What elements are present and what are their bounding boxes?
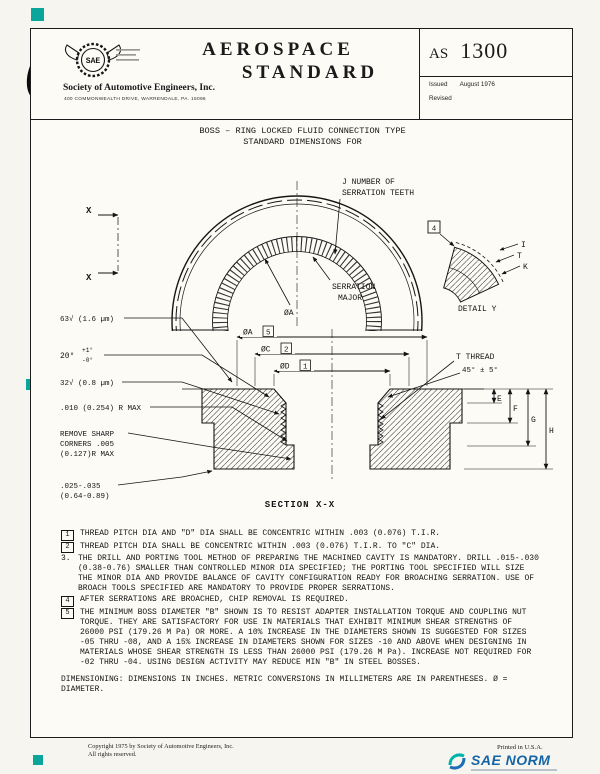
section-right-block	[370, 389, 462, 469]
society-name: Society of Automotive Engineers, Inc.	[63, 83, 215, 93]
issued-row	[429, 81, 495, 88]
note-1-text: THREAD PITCH DIA AND "D" DIA SHALL BE CONCENTRIC WITHIN .003 (0.076) T.I.R.	[80, 529, 441, 538]
note-3-ref: 3.	[61, 554, 71, 563]
section-plane-x-top: X	[86, 206, 92, 216]
serration-major-label-line2: MAJOR	[338, 294, 363, 303]
angle-20-label: 20°	[60, 352, 75, 361]
finish-32-label: 32√ (0.8 µm)	[60, 380, 115, 388]
section-x-x-label: SECTION X-X	[264, 500, 336, 510]
doc-prefix: AS	[429, 46, 449, 62]
dim-h: H	[549, 427, 554, 436]
note-1-ref: 1	[61, 530, 74, 541]
letter-k: K	[523, 263, 528, 272]
standard-title-line2: STANDARD DIMENSIONS FOR	[243, 137, 362, 147]
issued-date: August 1976	[459, 81, 495, 88]
dim-f: F	[513, 405, 518, 414]
standard-title	[61, 126, 544, 148]
note-4-text: AFTER SERRATIONS ARE BROACHED, CHIP REMOVAL IS REQUIRED.	[80, 595, 349, 604]
angle-20-minus-tol: -0°	[82, 357, 94, 364]
emblem-label: SAE	[85, 57, 101, 66]
watermark-subtext-bar	[471, 769, 557, 771]
radius-010-label: .010 (0.254) R MAX	[60, 405, 142, 413]
dim-g: G	[531, 416, 536, 425]
scan-artifact-square-bottom	[33, 755, 43, 765]
note-2-text: THREAD PITCH DIA SHALL BE CONCENTRIC WITHIN .003 (0.076) T.I.R. TO "C" DIA.	[80, 541, 441, 551]
document-frame	[30, 28, 573, 738]
standard-title-line1: BOSS – RING LOCKED FLUID CONNECTION TYPE	[199, 126, 406, 136]
depth-dimensions	[464, 389, 554, 469]
note-2	[61, 542, 539, 554]
note-3	[61, 554, 539, 594]
header-vertical-rule	[419, 29, 420, 119]
j-serration-label-line1: J NUMBER OF	[342, 178, 395, 187]
t-thread-label: T THREAD	[456, 353, 495, 362]
dim-dia-c-ref: 2	[283, 346, 289, 355]
copyright-block	[88, 743, 234, 758]
section-plane-x-bottom: X	[86, 273, 92, 283]
angle-20-plus-tol: +1°	[82, 347, 94, 354]
sae-emblem	[59, 35, 151, 85]
masthead-title-line2: STANDARD	[241, 62, 379, 83]
dim-dia-a: ØA	[243, 328, 253, 338]
section-view	[182, 329, 484, 481]
printed-in-usa: Printed in U.S.A.	[497, 744, 543, 751]
revised-label: Revised	[429, 95, 452, 102]
note-4-ref: 4	[61, 596, 74, 607]
sae-norm-watermark	[447, 751, 557, 771]
note-2-ref: 2	[61, 542, 74, 553]
copyright-line2: All rights reserved.	[88, 750, 137, 758]
technical-drawing	[32, 151, 572, 529]
depth-025-label-line1: .025-.035	[60, 483, 101, 491]
letter-t: T	[517, 252, 522, 261]
letter-i: I	[521, 241, 526, 250]
dim-dia-c: ØC	[261, 345, 271, 355]
note-5-ref: 5	[61, 608, 74, 619]
finish-63-label: 63√ (1.6 µm)	[60, 316, 115, 324]
society-address: 400 COMMONWEALTH DRIVE, WARRENDALE, PA. 15096	[64, 97, 206, 102]
dia-a-pointer-label: ØA	[284, 309, 294, 318]
note-3-text: THE DRILL AND PORTING TOOL METHOD OF PREPARING THE MACHINED CAVITY IS MANDATORY. DRILL .015-.030 (0.38-0.76) SMALLER THAN CONTROLLED MINOR DIA SPECIFIED; THE PORTING TOOL SPECIFIED WILL SIZE THE MINOR DIA AND PROVIDE BALANCE OF CAVITY CONFIGURATION READY FOR BROACHING SERRATION. USE OF BROACH TOOLS SPECIFIED ARE MANDATORY TO PROVIDE PROPER SERRATIONS.	[78, 554, 539, 593]
dimensioning-note: DIMENSIONING: DIMENSIONS IN INCHES. METRIC CONVERSIONS IN MILLIMETERS ARE IN PARENTHESES. Ø = DIAMETER.	[61, 674, 508, 694]
note-1	[61, 529, 539, 541]
issued-label: Issued	[429, 81, 448, 88]
dim-dia-d: ØD	[280, 362, 290, 372]
note-4	[61, 595, 539, 607]
notes-list	[61, 529, 539, 695]
remove-sharp-corners-line1: REMOVE SHARP	[60, 431, 115, 439]
detail-y-label: DETAIL Y	[458, 305, 497, 314]
doc-number: 1300	[460, 38, 509, 63]
as-box-divider	[419, 76, 572, 77]
watermark-text: SAE NORM	[471, 751, 551, 768]
scan-artifact-square-top	[31, 8, 44, 21]
chamfer-angle-label: 45° ± 5°	[462, 367, 499, 375]
dim-dia-a-ref: 5	[265, 329, 271, 338]
document-number-block	[429, 38, 508, 64]
note-5	[61, 608, 539, 668]
masthead-title-line1: AEROSPACE	[202, 39, 354, 60]
j-serration-label-line2: SERRATION TEETH	[342, 189, 415, 198]
serration-major-label-line1: SERRATION	[332, 283, 376, 292]
note-5-text: THE MINIMUM BOSS DIAMETER "B" SHOWN IS TO RESIST ADAPTER INSTALLATION TORQUE AND COUPLING NUT TORQUE. THEY ARE SATISFACTORY FOR USE IN MATERIALS THAT EXHIBIT MINIMUM SHEAR STRENGTHS OF 26000 PSI (179.26 M Pa) OR MORE. A 10% INCREASE IN THE DIAMETERS SHOWN IS SUGGESTED FOR SIZES -05 THRU -08, AND A 15% INCREASE IN DIAMETERS SHOWN FOR SIZES -10 AND ABOVE WHEN DESIGNING IN MATERIALS WHOSE SHEAR STRENGTH IS LESS THAN 26000 PSI (179.26 M Pa). INCREASE NOT REQUIRED FOR -02 THRU -04. USING DESIGN ACTIVITY MAY REDUCE MIN "B" IN STEEL BOSSES.	[80, 607, 532, 667]
header-divider	[31, 119, 572, 120]
remove-sharp-corners-line2: CORNERS .005	[60, 441, 115, 449]
copyright-line1: Copyright 1975 by Society of Automotive Engineers, Inc.	[88, 743, 234, 750]
detail-note-ref-box: 4	[431, 225, 437, 234]
remove-sharp-corners-line3: (0.127)R MAX	[60, 451, 115, 459]
dim-e: E	[497, 395, 502, 404]
dim-dia-d-ref: 1	[302, 363, 308, 372]
detail-y-view	[444, 243, 504, 303]
watermark-swirl-icon	[447, 751, 467, 771]
depth-025-label-line2: (0.64-0.89)	[60, 493, 110, 501]
